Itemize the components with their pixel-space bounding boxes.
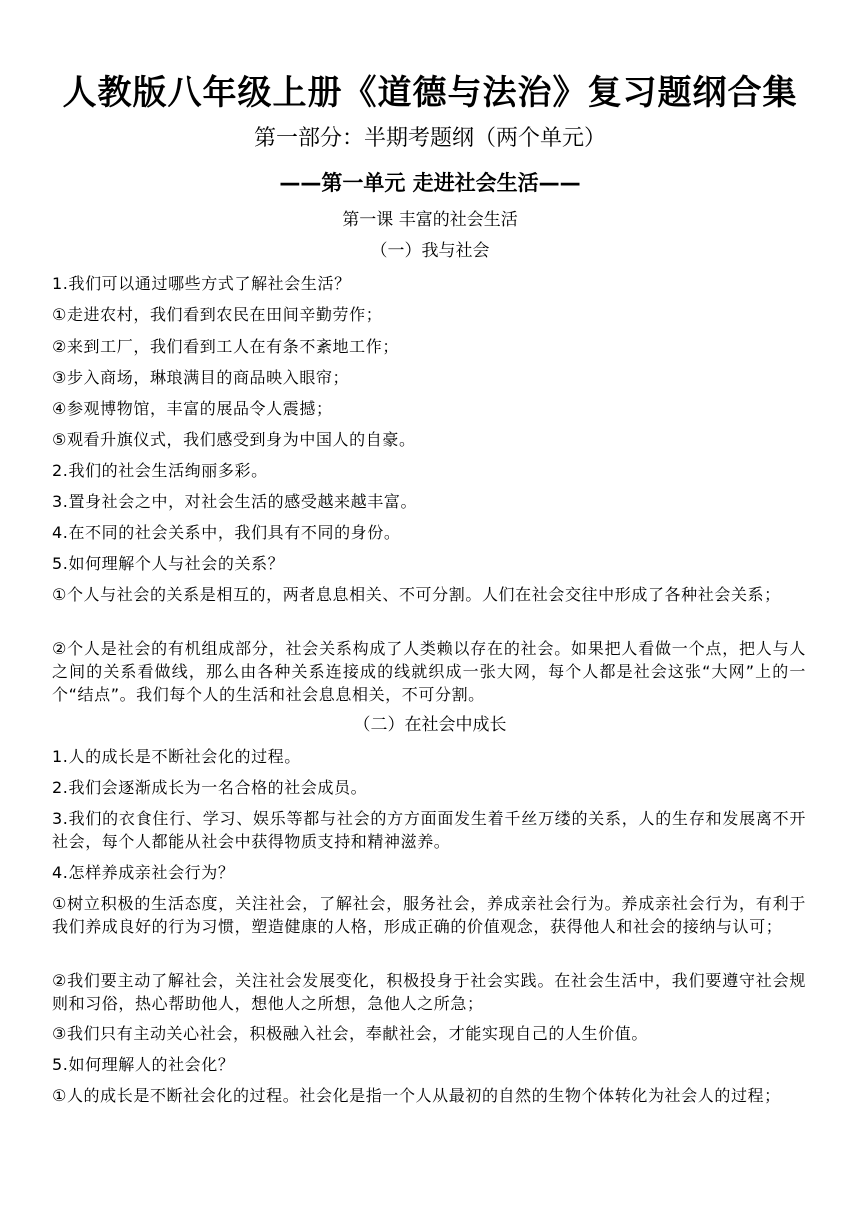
answer-item: ④参观博物馆，丰富的展品令人震撼；	[52, 399, 333, 418]
answer-item: ⑤观看升旗仪式，我们感受到身为中国人的自豪。	[52, 430, 416, 449]
question-item: 1.人的成长是不断社会化的过程。	[52, 747, 301, 766]
document-title: 人教版八年级上册《道德与法治》复习题纲合集	[62, 73, 798, 113]
answer-item: ①走进农村，我们看到农民在田间辛勤劳作；	[52, 305, 383, 324]
answer-item: ①个人与社会的关系是相互的，两者息息相关、不可分割。人们在社会交往中形成了各种社会关系；	[52, 585, 781, 604]
question-item: 2.我们会逐渐成长为一名合格的社会成员。	[52, 778, 368, 797]
question-item: 4.怎样养成亲社会行为？	[52, 863, 235, 882]
section-heading: （一）我与社会	[370, 241, 490, 261]
question-item: 3.置身社会之中，对社会生活的感受越来越丰富。	[52, 492, 418, 511]
answer-item: ②我们要主动了解社会，关注社会发展变化，积极投身于社会实践。在社会生活中，我们要遵守社会规则和习俗，热心帮助他人，想他人之所想，急他人之所急；	[52, 971, 806, 1013]
question-item: 5.如何理解人的社会化？	[52, 1055, 235, 1074]
answer-item: ①树立积极的生活态度，关注社会，了解社会，服务社会，养成亲社会行为。养成亲社会行为，有利于我们养成良好的行为习惯，塑造健康的人格，形成正确的价值观念，获得他人和社会的接纳与认可；	[52, 894, 806, 936]
part-title: 第一部分：半期考题纲（两个单元）	[253, 126, 606, 151]
question-item: 4.在不同的社会关系中，我们具有不同的身份。	[52, 523, 401, 542]
unit-title: ——第一单元 走进社会生活——	[279, 171, 581, 195]
question-item: 5.如何理解个人与社会的关系？	[52, 554, 285, 573]
section-heading: （二）在社会中成长	[353, 715, 507, 735]
answer-item: ②个人是社会的有机组成部分，社会关系构成了人类赖以存在的社会。如果把人看做一个点，把人与人之间的关系看做线，那么由各种关系连接成的线就织成一张大网，每个人都是社会这张“大网”上的一个“结点”。我们每个人的生活和社会息息相关，不可分割。	[52, 639, 806, 704]
answer-item: ③步入商场，琳琅满目的商品映入眼帘；	[52, 368, 350, 387]
question-item: 1.我们可以通过哪些方式了解社会生活？	[52, 274, 351, 293]
question-item: 2.我们的社会生活绚丽多彩。	[52, 461, 268, 480]
answer-item: ③我们只有主动关心社会，积极融入社会，奉献社会，才能实现自己的人生价值。	[52, 1024, 648, 1043]
answer-item: ②来到工厂，我们看到工人在有条不紊地工作；	[52, 337, 399, 356]
lesson-title: 第一课 丰富的社会生活	[342, 210, 518, 230]
answer-item: ①人的成长是不断社会化的过程。社会化是指一个人从最初的自然的生物个体转化为社会人的过程；	[52, 1086, 781, 1105]
question-item: 3.我们的衣食住行、学习、娱乐等都与社会的方方面面发生着千丝万缕的关系，人的生存和发展离不开社会，每个人都能从社会中获得物质支持和精神滋养。	[52, 809, 806, 851]
